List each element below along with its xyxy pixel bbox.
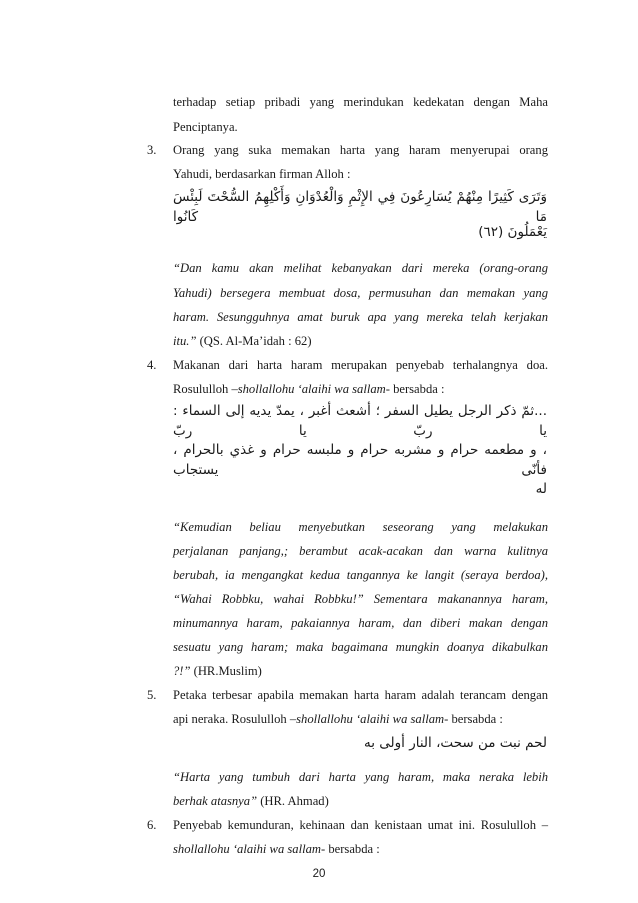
translation-text: berhak atasnya” (173, 794, 258, 808)
translation-line (173, 663, 262, 679)
paragraph-line: Penciptanya. (173, 120, 238, 134)
arabic-verse-line: يَعْمَلُونَ (٦٢) (478, 224, 547, 240)
text-run: bersabda : (389, 382, 445, 396)
translation-line (173, 260, 548, 276)
citation: (HR. Ahmad) (257, 794, 329, 808)
paragraph-line (173, 841, 380, 857)
translation-text: itu.” (173, 334, 197, 348)
translation-text: perjalanan panjang,; berambut acak-acakan dan warna kulitnya (173, 544, 548, 558)
translation-line (173, 615, 548, 631)
paragraph-line: Orang yang suka memakan harta yang haram menyerupai orang (173, 143, 548, 157)
text-run: –shollallohu ‘alaihi wa sallam- (231, 382, 390, 396)
list-number: 3. (147, 143, 157, 157)
translation-line (173, 519, 548, 535)
list-number: 4. (147, 358, 157, 372)
text-run: Rosululloh (173, 382, 232, 396)
citation: (HR.Muslim) (190, 664, 262, 678)
paragraph-line: terhadap setiap pribadi yang merindukan kedekatan dengan Maha (173, 95, 548, 109)
arabic-hadith-line: لحم نبت من سحت، النار أولى به (364, 735, 547, 751)
translation-text: “Dan kamu akan melihat kebanyakan dari mereka (orang-orang (173, 261, 548, 275)
paragraph-line: Yahudi, berdasarkan firman Alloh : (173, 167, 351, 181)
text-run: bersabda : (325, 842, 380, 856)
translation-text: berubah, ia mengangkat kedua tangannya ke langit (seraya berdoa), (173, 568, 548, 582)
text-run: bersabda : (448, 712, 503, 726)
translation-line (173, 567, 548, 583)
arabic-hadith-line: له (535, 481, 547, 497)
list-number: 5. (147, 688, 157, 702)
translation-text: “Harta yang tumbuh dari harta yang haram, maka neraka lebih (173, 770, 548, 784)
translation-line (173, 591, 548, 607)
translation-text: “Kemudian beliau menyebutkan seseorang yang melakukan (173, 520, 548, 534)
text-run: shollallohu ‘alaihi wa sallam- (173, 842, 326, 856)
text-run: –shollallohu ‘alaihi wa sallam- (289, 712, 449, 726)
translation-line (173, 285, 548, 301)
arabic-hadith-line: ...ثمّ ذكر الرجل يطيل السفر ؛ أشعث أغبر ، يمدّ يديه إلى السماء : يا ربّ يا ربّ (173, 403, 547, 439)
paragraph-line (173, 381, 444, 397)
list-number: 6. (147, 818, 157, 832)
translation-line (173, 543, 548, 559)
translation-line (173, 309, 548, 325)
paragraph-line (173, 711, 503, 727)
translation-line (173, 639, 548, 655)
citation: (QS. Al-Ma’idah : 62) (196, 334, 312, 348)
translation-text: ?!” (173, 664, 191, 678)
paragraph-line: Petaka terbesar apabila memakan harta haram adalah terancam dengan (173, 688, 548, 702)
translation-line (173, 793, 329, 809)
translation-line (173, 333, 312, 349)
text-run: api neraka. Rosululloh (173, 712, 290, 726)
arabic-verse-line: وَتَرَى كَثِيرًا مِنْهُمْ يُسَارِعُونَ فِي الإِثْمِ وَالْعُدْوَانِ وَأَكْلِهِمُ السُّحْتَ لَبِئْسَ مَا كَانُوا (173, 189, 547, 225)
translation-text: “Wahai Robbku, wahai Robbku!” Sementara makanannya haram, (173, 592, 548, 606)
translation-text: haram. Sesungguhnya amat buruk apa yang mereka telah kerjakan (173, 310, 548, 324)
translation-line (173, 769, 548, 785)
translation-text: minumannya haram, pakaiannya haram, dan diberi makan dengan (173, 616, 548, 630)
page-number: 20 (312, 868, 326, 880)
paragraph-line: Penyebab kemunduran, kehinaan dan kenistaan umat ini. Rosululloh – (173, 818, 548, 832)
paragraph-line: Makanan dari harta haram merupakan penyebab terhalangnya doa. (173, 358, 548, 372)
translation-text: Yahudi) bersegera membuat dosa, permusuhan dan memakan yang (173, 286, 548, 300)
arabic-hadith-line: ، و مطعمه حرام و مشربه حرام و ملبسه حرام و غذي بالحرام ، فأنّى يستجاب (173, 442, 547, 478)
translation-text: sesuatu yang haram; maka bagaimana mungkin doanya dikabulkan (173, 640, 548, 654)
